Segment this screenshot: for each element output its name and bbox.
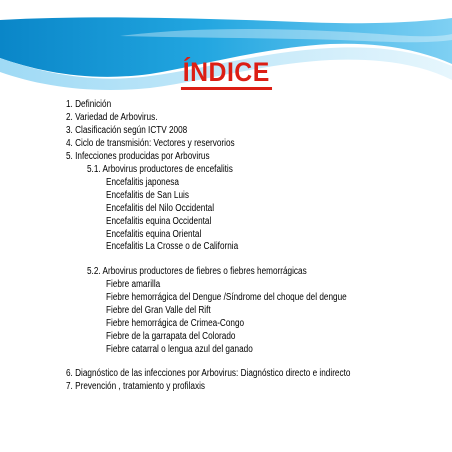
toc-item-ciclo: 4. Ciclo de transmisión: Vectores y reservorios (66, 138, 235, 149)
toc-entry: Fiebre amarilla (106, 279, 161, 290)
toc-entry: Encefalitis equina Oriental (106, 229, 202, 240)
toc-subitem-fiebres: 5.2. Arbovirus productores de fiebres o fiebres hemorrágicas (87, 266, 307, 277)
toc-entry: Encefalitis La Crosse o de California (106, 241, 239, 252)
toc-item-diagnostico: 6. Diagnóstico de las infecciones por Arbovirus: Diagnóstico directo e indirecto (66, 368, 351, 379)
toc-entry: Encefalitis japonesa (106, 177, 179, 188)
toc-entry: Fiebre catarral o lengua azul del ganado (106, 344, 253, 355)
toc-entry: Encefalitis de San Luis (106, 190, 189, 201)
toc-entry: Fiebre hemorrágica del Dengue /Síndrome del choque del dengue (106, 292, 347, 303)
toc-entry: Fiebre de la garrapata del Colorado (106, 331, 236, 342)
toc-item-prevencion: 7. Prevención , tratamiento y profilaxis (66, 381, 206, 392)
page-title-text: ÍNDICE (181, 57, 272, 90)
toc-item-infecciones: 5. Infecciones producidas por Arbovirus (66, 151, 210, 162)
toc-subitem-encefalitis: 5.1. Arbovirus productores de encefalitis (87, 164, 233, 175)
toc-entry: Fiebre del Gran Valle del Rift (106, 305, 211, 316)
toc-item-definicion: 1. Definición (66, 99, 112, 110)
toc-entry: Encefalitis equina Occidental (106, 216, 212, 227)
toc-entry: Encefalitis del Nilo Occidental (106, 203, 215, 214)
toc-entry: Fiebre hemorrágica de Crimea-Congo (106, 318, 245, 329)
toc-item-variedad: 2. Variedad de Arbovirus. (66, 112, 158, 123)
toc-item-clasificacion: 3. Clasificación según ICTV 2008 (66, 125, 188, 136)
